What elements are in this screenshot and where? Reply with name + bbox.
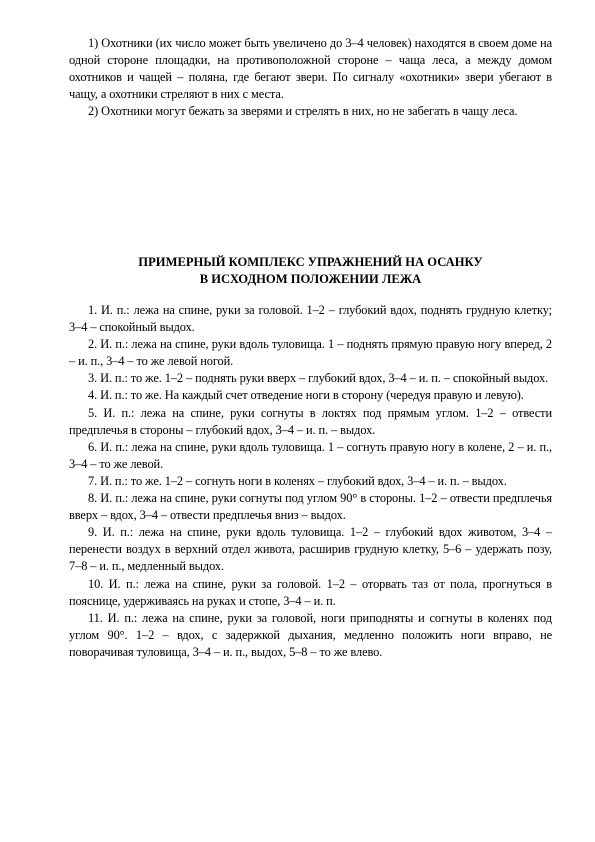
heading-line: В ИСХОДНОМ ПОЛОЖЕНИИ ЛЕЖА [199,272,422,286]
exercise-item: 5. И. п.: лежа на спине, руки согнуты в локтях под прямым углом. 1–2 – отвести предплечья в стороны – глубокий вдох, 3–4 – и. п. – выдох. [69,405,552,437]
section-heading [69,254,552,288]
heading-line: ПРИМЕРНЫЙ КОМПЛЕКС УПРАЖНЕНИЙ НА ОСАНКУ [138,255,483,269]
paragraph: 1) Охотники (их число может быть увеличено до 3–4 человек) находятся в своем доме на одной стороне площадки, на противоположной стороне – чаща леса, а между домом охотников и чащей – поляна, где бегают звери. По сигналу «охотники» звери убегают в чащу, а охотники стреляют в них с места. [69,36,552,102]
exercise-item: 4. И. п.: то же. На каждый счет отведение ноги в сторону (чередуя правую и левую). [88,388,524,403]
exercise-item: 6. И. п.: лежа на спине, руки вдоль туловища. 1 – согнуть правую ногу в колене, 2 – и. п., 3–4 – то же левой. [69,439,552,471]
exercise-item: 1. И. п.: лежа на спине, руки за головой. 1–2 – глубокий вдох, поднять грудную клетку; 3–4 – спокойный выдох. [69,303,552,335]
exercise-item: 9. И. п.: лежа на спине, руки вдоль туловища. 1–2 – глубокий вдох животом, 3–4 – перенести воздух в верхний отдел живота, расширив грудную клетку, 5–6 – удержать позу, 7–8 – и. п., медленный выдох. [69,525,552,574]
paragraph: 2) Охотники могут бежать за зверями и стрелять в них, но не забегать в чащу леса. [88,104,518,119]
exercise-item: 2. И. п.: лежа на спине, руки вдоль туловища. 1 – поднять прямую правую ногу вперед, 2 – и. п., 3–4 – то же левой ногой. [69,337,552,369]
exercise-item: 10. И. п.: лежа на спине, руки за головой. 1–2 – оторвать таз от пола, прогнуться в пояснице, удерживаясь на руках и стопе, 3–4 – и. п. [69,576,552,608]
intro-rules [69,35,552,120]
exercise-list [69,302,552,661]
exercise-item: 8. И. п.: лежа на спине, руки согнуты под углом 90° в стороны. 1–2 – отвести предплечья вверх – вдох, 3–4 – отвести предплечья вниз – выдох. [69,491,552,523]
exercise-item: 7. И. п.: то же. 1–2 – согнуть ноги в коленях – глубокий вдох, 3–4 – и. п. – выдох. [88,473,507,488]
exercise-item: 11. И. п.: лежа на спине, руки за головой, ноги приподняты и согнуты в коленях под углом 90°. 1–2 – вдох, с задержкой дыхания, медленно положить ноги вправо, не поворачивая туловища, 3–4 – и. п., выдох, 5–8 – то же влево. [69,610,552,659]
exercise-item: 3. И. п.: то же. 1–2 – поднять руки вверх – глубокий вдох, 3–4 – и. п. – спокойный выдох. [88,371,549,386]
